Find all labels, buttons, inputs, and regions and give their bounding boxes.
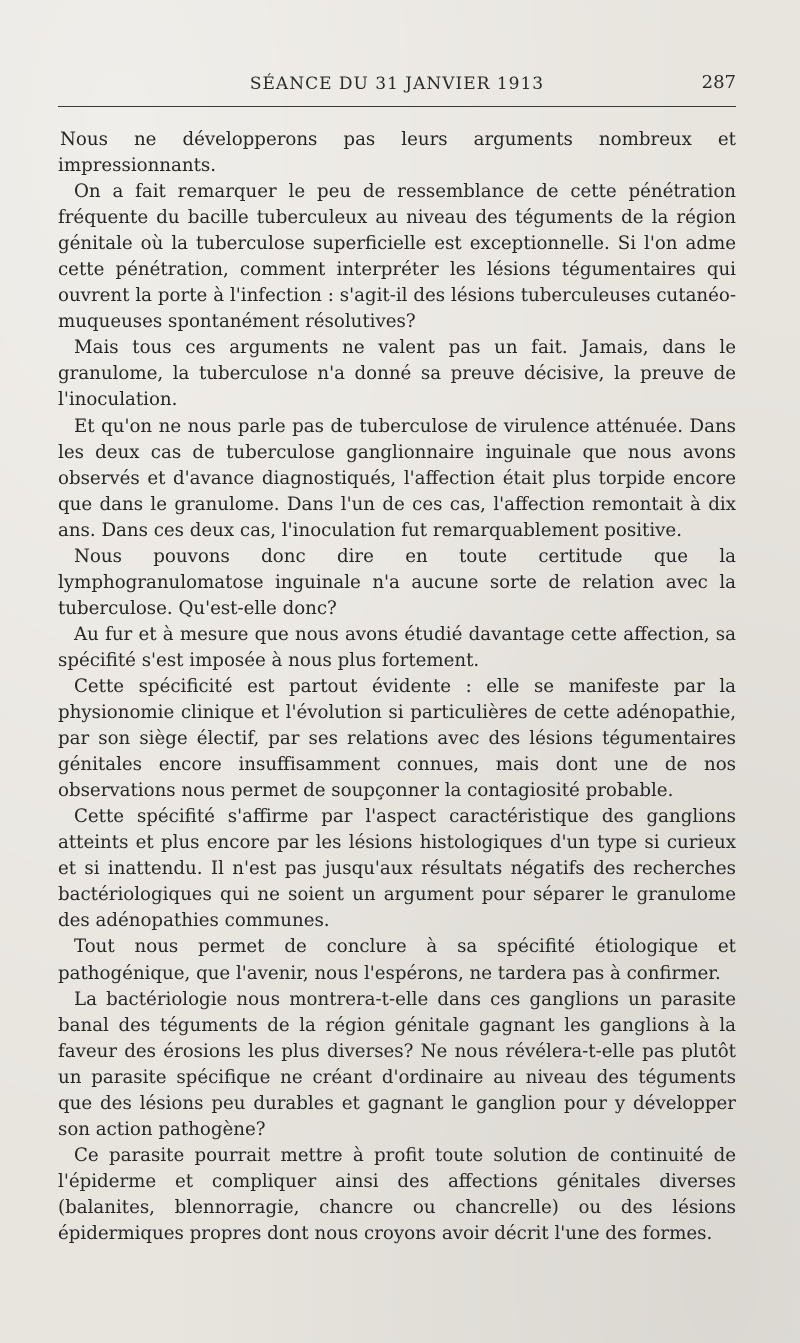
header-rule	[58, 106, 736, 107]
paragraph: Et qu'on ne nous parle pas de tuberculose de virulence atténuée. Dans les deux cas de tuberculose ganglionnaire inguinale que nous avons observés et d'avance diagnostiqués, l'affection était plus torpide encore que dans le granulome. Dans l'un de ces cas, l'affection remontait à dix ans. Dans ces deux cas, l'inoculation fut remarquablement positive.	[58, 415, 736, 541]
paragraph: Cette spécificité est partout évidente : elle se manifeste par la physionomie clinique et l'évolution si particulières de cette adénopathie, par son siège électif, par ses relations avec des lésions tégumentaires génitales encore insuffisamment connues, mais dont une de nos observations nous permet de soupçonner la contagiosité probable.	[58, 675, 736, 802]
paragraph: Nous ne développerons pas leurs arguments nombreux et impressionnants.	[58, 129, 736, 177]
page-number: 287	[701, 72, 736, 93]
paragraph: On a fait remarquer le peu de ressemblance de cette pénétration fréquente du bacille tuberculeux au niveau des téguments de la région génitale où la tuberculose superficielle est exceptionnelle. Si l'on adme cette pénétration, comment interpréter les lésions tégumentaires qui ouvrent la porte à l'infection : s'agit-il des lésions tuberculeuses cutanéo-muqueuses spontanément résolutives?	[58, 181, 736, 333]
running-title: SÉANCE DU 31 JANVIER 1913	[249, 74, 545, 94]
paragraph: Mais tous ces arguments ne valent pas un fait. Jamais, dans le granulome, la tuberculose n'a donné sa preuve décisive, la preuve de l'inoculation.	[58, 337, 736, 411]
paragraph: Cette spécifité s'affirme par l'aspect caractéristique des ganglions atteints et plus encore par les lésions histologiques d'un type si curieux et si inattendu. Il n'est pas jusqu'aux résultats négatifs des recherches bactériologiques qui ne soient un argument pour séparer le granulome des adénopathies communes.	[58, 806, 736, 932]
running-head	[58, 72, 736, 98]
paragraph: Au fur et à mesure que nous avons étudié davantage cette affection, sa spécifité s'est imposée à nous plus fortement.	[58, 623, 736, 671]
paragraph: Ce parasite pourrait mettre à profit toute solution de continuité de l'épiderme et compliquer ainsi des affections génitales diverses (balanites, blennorragie, chancre ou chancrelle) ou des lésions épidermiques propres dont nous croyons avoir décrit l'une des formes.	[58, 1144, 736, 1244]
paragraph: Nous pouvons donc dire en toute certitude que la lymphogranulomatose inguinale n'a aucune sorte de relation avec la tuberculose. Qu'est-elle donc?	[58, 545, 736, 619]
paragraph: Tout nous permet de conclure à sa spécifité étiologique et pathogénique, que l'avenir, nous l'espérons, ne tardera pas à confirmer.	[58, 936, 736, 984]
paragraph: La bactériologie nous montrera-t-elle dans ces ganglions un parasite banal des téguments de la région génitale gagnant les ganglions à la faveur des érosions les plus diverses? Ne nous révélera-t-elle pas plutôt un parasite spécifique ne créant d'ordinaire au niveau des téguments que des lésions peu durables et gagnant le ganglion pour y développer son action pathogène?	[58, 988, 736, 1140]
body-text	[58, 127, 736, 1247]
